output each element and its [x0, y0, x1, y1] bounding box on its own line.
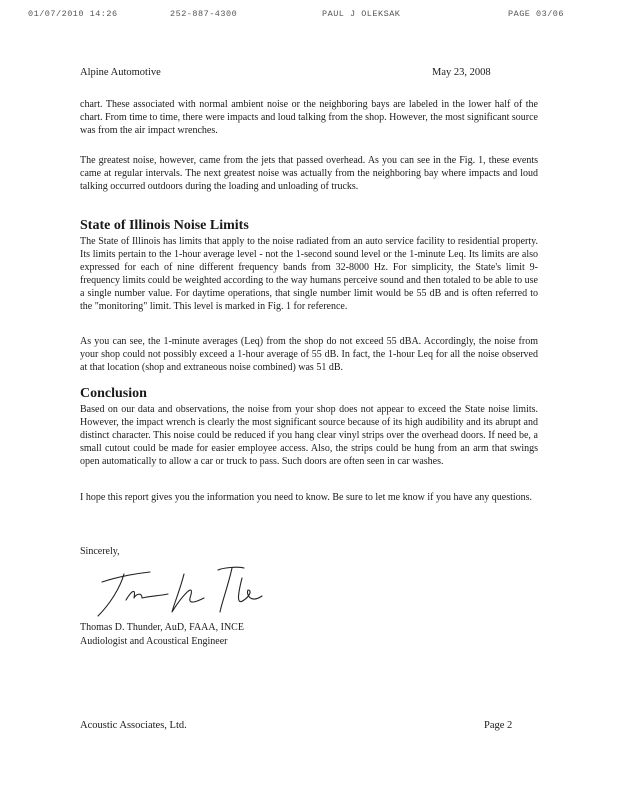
fax-datetime: 01/07/2010 14:26 — [28, 9, 118, 19]
footer-page-number: Page 2 — [484, 720, 513, 731]
fax-page: PAGE 03/06 — [508, 9, 565, 19]
paragraph-closing-remark: I hope this report gives you the information you need to know. Be sure to let me know if you have any questions. — [80, 492, 533, 503]
letter-company: Alpine Automotive — [80, 67, 161, 78]
signature-image — [92, 560, 277, 626]
letter-date: May 23, 2008 — [432, 67, 491, 78]
signer-name: Thomas D. Thunder, AuD, FAAA, INCE — [80, 622, 244, 633]
paragraph-one-minute-averages: As you can see, the 1-minute averages (Leq) from the shop do not exceed 55 dBA. Accordingly, the noise from your shop could not possibly exceed a 1-hour average of 55 dB. In fact, the 1-hour Leq for all the noise observed at that location (shop and extraneous noise combined) was 51 dB. — [80, 336, 538, 373]
paragraph-state-limits: The State of Illinois has limits that apply to the noise radiated from an auto service facility to residential property. Its limits pertain to the 1-hour average level - not the 1-second sound level or the 1-minute Leq. Its limits are also expressed for each of nine different frequency bands from 32-8000 Hz. For simplicity, the State's limit 9-frequency limits could be weighted according to the way humans perceive sound and then totaled to be able to use a single number value. For daytime operations, that single number limit would be 55 dB and is often referred to the "monitoring" limit. This level is marked in Fig. 1 for reference. — [80, 236, 538, 312]
footer-company: Acoustic Associates, Ltd. — [80, 720, 187, 731]
paragraph-conclusion: Based on our data and observations, the noise from your shop does not appear to exceed the State noise limits. However, the impact wrench is clearly the most significant source because of its high audibility and its abrupt and distinct character. This noise could be reduced if you hang clear vinyl strips over the overhead doors. If need be, a small cutout could be made for easier employee access. Also, the strips could be hung from an arm that swings open automatically to allow a car or truck to pass. Such doors are often seen in car washes. — [80, 404, 538, 467]
heading-illinois-limits: State of Illinois Noise Limits — [80, 218, 249, 233]
fax-sender: PAUL J OLEKSAK — [322, 9, 401, 19]
fax-phone: 252-887-4300 — [170, 9, 238, 19]
signer-title: Audiologist and Acoustical Engineer — [80, 636, 228, 647]
paragraph-greatest-noise: The greatest noise, however, came from the jets that passed overhead. As you can see in the Fig. 1, these events came at regular intervals. The next greatest noise was actually from the neighboring bay where impacts and loud talking occurred outdoors during the loading and unloading of trucks. — [80, 155, 538, 192]
salutation: Sincerely, — [80, 546, 120, 557]
paragraph-chart-sources: chart. These associated with normal ambient noise or the neighboring bays are labeled in the lower half of the chart. From time to time, there were impacts and loud talking from the shop. However, the most significant source was from the air impact wrenches. — [80, 99, 538, 136]
heading-conclusion: Conclusion — [80, 386, 147, 401]
